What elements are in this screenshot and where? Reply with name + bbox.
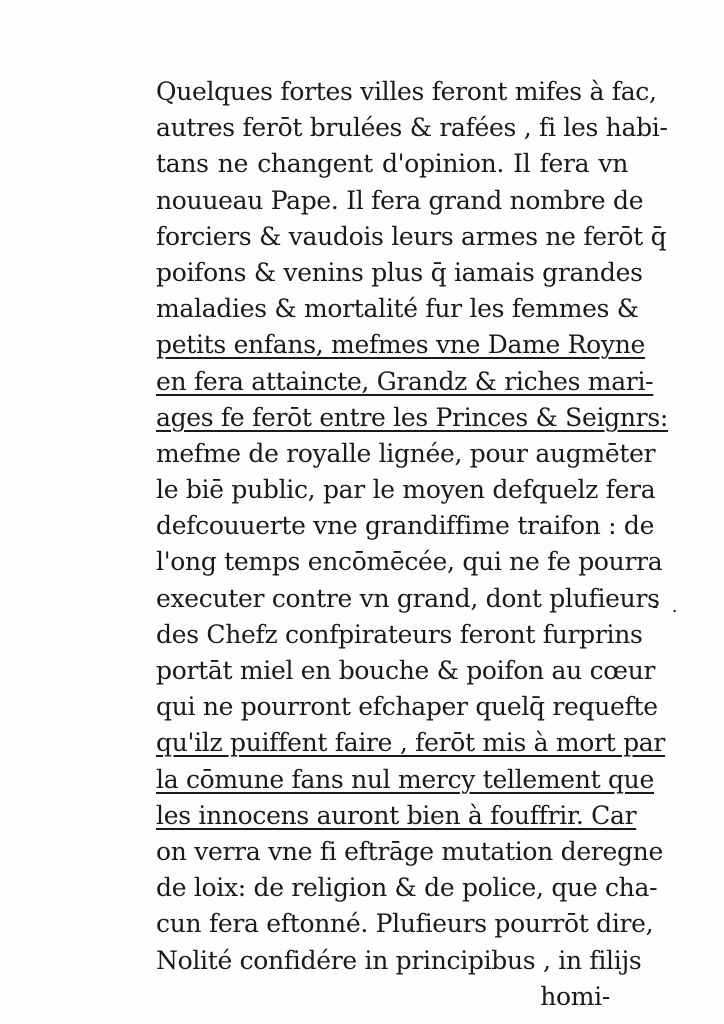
text-line-17: portāt miel en bouche & poifon au cœur <box>156 656 656 685</box>
text-line-21: les innocens auront bien à fouffrir. Car <box>156 800 637 830</box>
text-line-10: ages fe ferōt entre les Princes & Seignrs: <box>156 402 668 432</box>
text-line-20: la cōmune fans nul mercy tellement que <box>156 764 654 794</box>
text-line-11: mefme de royalle lignée, pour augmēter <box>156 438 656 468</box>
text-line-6: poifons & venins plus q̄ iamais grandes <box>156 257 643 287</box>
text-line-24: cun fera eftonné. Plufieurs pourrōt dire, <box>156 909 654 939</box>
text-line-23: de loix: de religion & de police, que cha- <box>156 873 658 903</box>
text-line-14: l'ong temps encōmēcée, qui ne fe pourra <box>156 547 663 577</box>
text-line-15: executer contre vn grand, dont plufieurs <box>156 583 660 613</box>
catchword: homi- <box>540 981 610 1011</box>
text-line-19: qu'ilz puiffent faire , ferōt mis à mort par <box>156 728 666 758</box>
text-line-12: le biē public, par le moyen defquelz fera <box>156 475 656 505</box>
text-line-1: Quelques fortes villes feront mifes à fac, <box>156 77 657 106</box>
text-line-3: tans ne changent d'opinion. Il fera vn <box>156 149 628 179</box>
text-block <box>156 74 668 1015</box>
text-line-25: Nolité confidére in principibus , in filijs <box>156 945 642 975</box>
text-line-13: defcouuerte vne grandiffime traifon : de <box>156 511 655 541</box>
margin-mark: - . <box>652 596 682 617</box>
text-line-4: nouueau Pape. Il fera grand nombre de <box>156 185 644 215</box>
text-line-22: on verra vne fi eftrāge mutation deregne <box>156 836 663 866</box>
text-line-5: forciers & vaudois leurs armes ne ferōt q̄ <box>156 221 667 251</box>
text-line-16: des Chefz confpirateurs feront furprins <box>156 619 643 649</box>
text-line-9: en fera attaincte, Grandz & riches mari- <box>156 366 654 396</box>
text-line-8: petits enfans, mefmes vne Dame Royne <box>156 330 646 360</box>
text-line-2: autres ferōt brulées & rafées , fi les habi- <box>156 113 668 143</box>
text-line-7: maladies & mortalité fur les femmes & <box>156 294 639 324</box>
text-line-18: qui ne pourront efchaper quelq̄ requefte <box>156 692 658 722</box>
